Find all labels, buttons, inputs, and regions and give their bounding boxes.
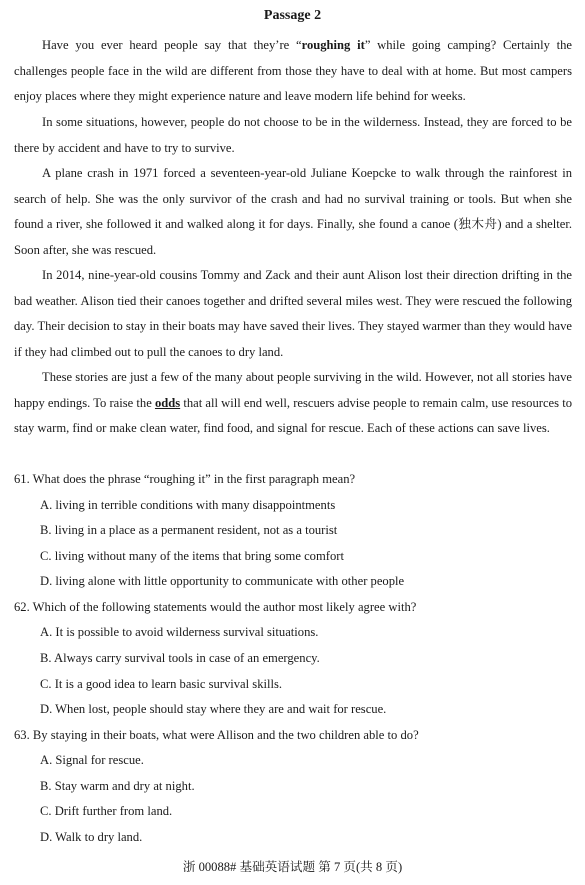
word-odds: odds: [154, 395, 181, 410]
question-63-option-c[interactable]: C. Drift further from land.: [40, 804, 173, 818]
question-61-option-c[interactable]: C. living without many of the items that bring some comfort: [40, 549, 344, 563]
question-62-option-a[interactable]: A. It is possible to avoid wilderness survival situations.: [40, 625, 319, 639]
question-63-stem: 63. By staying in their boats, what were Allison and the two children able to do?: [14, 728, 419, 742]
question-63-option-a[interactable]: A. Signal for rescue.: [40, 753, 144, 767]
passage-paragraph-4: In 2014, nine-year-old cousins Tommy and Zack and their aunt Alison lost their direction drifting in the bad weather. Alison tied their canoes together and drifted several miles west. They were rescued the following day. Their decision to stay in their boats may have saved their lives. They stayed warmer than they would have if they had climbed out to pull the canoes to dry land.: [14, 268, 572, 359]
question-62-option-b[interactable]: B. Always carry survival tools in case of an emergency.: [40, 651, 320, 665]
passage-title: Passage 2: [263, 8, 322, 23]
page-footer: 浙 00088# 基础英语试题 第 7 页(共 8 页): [182, 860, 403, 874]
paragraph-5-text-start: These stories are just a few of the many about people surviving in the wild. However, not all stories have happy endings. To raise the: [14, 370, 572, 410]
paragraph-5-text-end: that all will end well, rescuers advise people to remain calm, use resources to stay warm, find or make clean water, find food, and signal for rescue. Each of these actions can save lives.: [14, 395, 572, 436]
question-61-stem: 61. What does the phrase “roughing it” in the first paragraph mean?: [14, 472, 356, 486]
question-61-option-a[interactable]: A. living in terrible conditions with many disappointments: [40, 498, 336, 512]
question-62-stem: 62. Which of the following statements would the author most likely agree with?: [14, 600, 417, 614]
paragraph-1-text-start: Have you ever heard people say that they’re “: [42, 38, 302, 52]
question-63-option-d[interactable]: D. Walk to dry land.: [40, 830, 143, 844]
paragraph-1-text-end: ” while going camping? Certainly the challenges people face in the wild are different from those they have to deal with at home. But most campers enjoy places where they might experience nature and leave modern life behind for weeks.: [14, 38, 573, 104]
question-62-option-d[interactable]: D. When lost, people should stay where they are and wait for rescue.: [40, 702, 387, 716]
question-61-option-d[interactable]: D. living alone with little opportunity to communicate with other people: [40, 574, 405, 588]
passage-paragraph-1: [14, 33, 572, 110]
passage-paragraph-2: In some situations, however, people do not choose to be in the wilderness. Instead, they are forced to be there by accident and have to try to survive.: [14, 115, 572, 155]
question-63-option-b[interactable]: B. Stay warm and dry at night.: [40, 779, 195, 793]
question-61-option-b[interactable]: B. living in a place as a permanent resident, not as a tourist: [40, 523, 338, 537]
passage-paragraph-5: [14, 365, 572, 442]
phrase-roughing-it: roughing it: [301, 38, 365, 52]
question-62-option-c[interactable]: C. It is a good idea to learn basic survival skills.: [40, 677, 283, 691]
passage-paragraph-3: A plane crash in 1971 forced a seventeen-year-old Juliane Koepcke to walk through the rainforest in search of help. She was the only survivor of the crash and had no survival training or tools. But when she found a river, she followed it and walked along it for days. Finally, she found a canoe (独木舟) and a shelter. Soon after, she was rescued.: [14, 166, 572, 257]
